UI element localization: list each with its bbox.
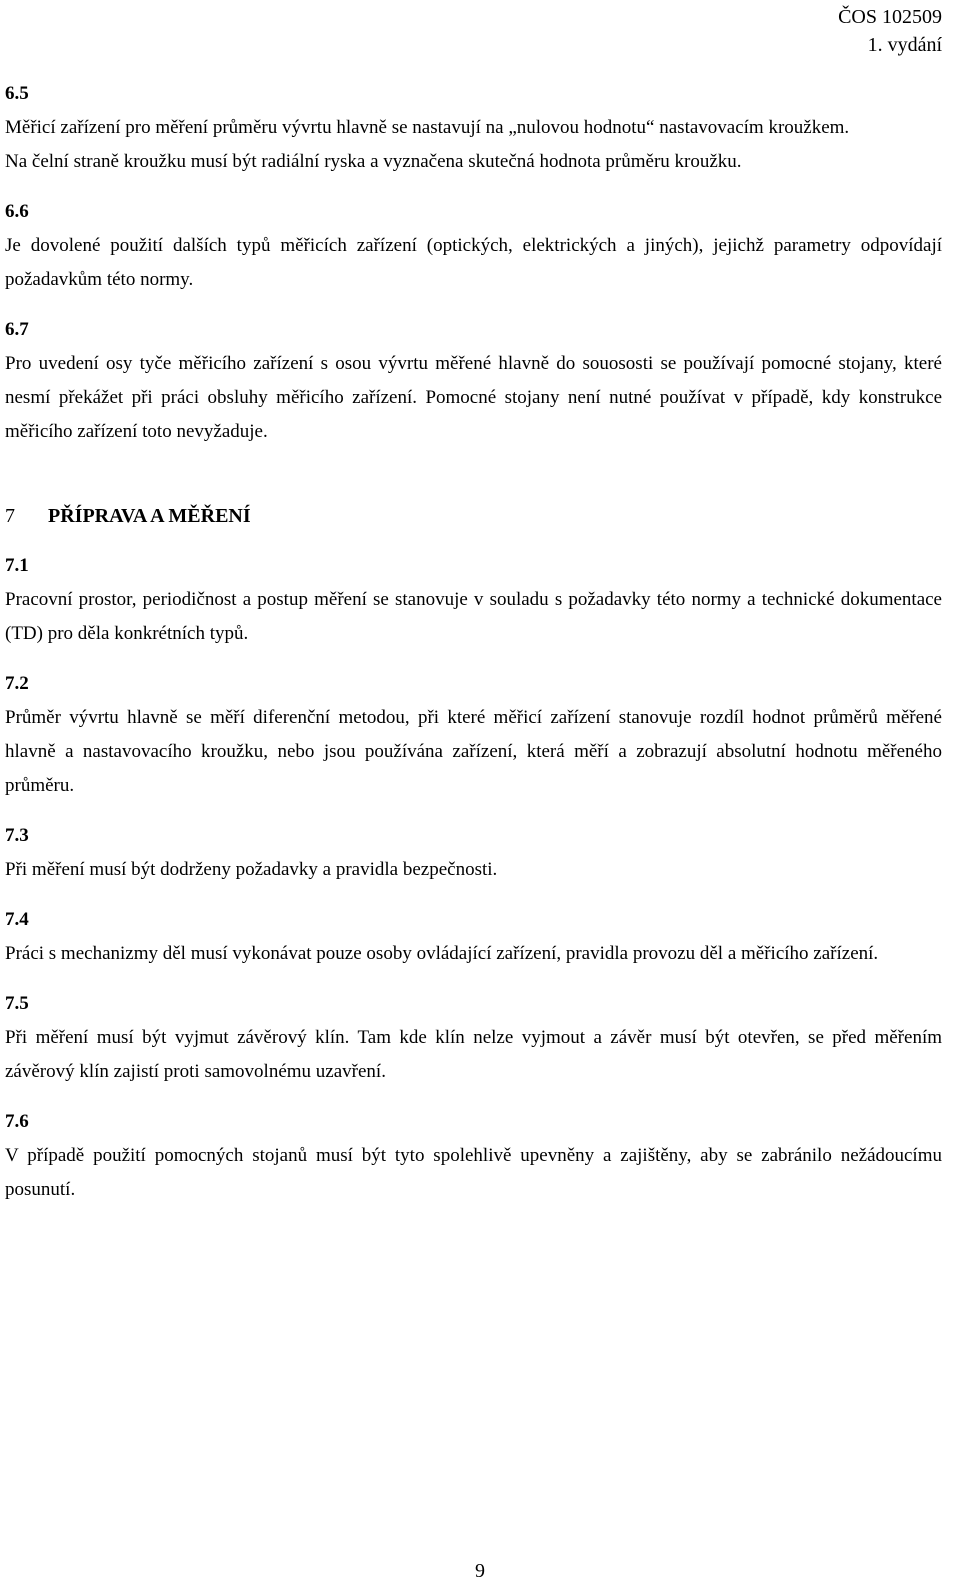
chapter-heading: [5, 499, 942, 533]
section-text: Práci s mechanizmy děl musí vykonávat pouze osoby ovládající zařízení, pravidla provozu děl a měřicího zařízení.: [5, 943, 879, 964]
section-text: Na čelní straně kroužku musí být radiální ryska a vyznačena skutečná hodnota průměru kroužku.: [5, 151, 742, 172]
document-header: [838, 3, 942, 59]
document-id: ČOS 102509: [838, 6, 942, 28]
section-number: 7.2: [5, 673, 29, 694]
section-text: Měřicí zařízení pro měření průměru vývrtu hlavně se nastavují na „nulovou hodnotu“ nastavovacím kroužkem.: [5, 117, 850, 138]
section-number: 7.6: [5, 1111, 29, 1132]
section-text: Při měření musí být vyjmut závěrový klín. Tam kde klín nelze vyjmout a závěr musí být otevřen, se před měřením závěrový klín zajistí proti samovolnému uzavření.: [5, 1027, 942, 1082]
section-number: 7.4: [5, 909, 29, 930]
section-number: 7.1: [5, 555, 29, 576]
document-body: [5, 77, 942, 1207]
section-text: V případě použití pomocných stojanů musí být tyto spolehlivě upevněny a zajištěny, aby se zabránilo nežádoucímu posunutí.: [5, 1145, 942, 1200]
section-number: 6.7: [5, 319, 29, 340]
page-number: 9: [475, 1560, 485, 1582]
section-text: Pracovní prostor, periodičnost a postup měření se stanovuje v souladu s požadavky této normy a technické dokumentace (TD) pro děla konkrétních typů.: [5, 589, 942, 644]
section-number: 6.5: [5, 83, 29, 104]
edition-label: 1. vydání: [867, 34, 942, 56]
chapter-number: 7: [5, 505, 15, 527]
chapter-title: PŘÍPRAVA A MĚŘENÍ: [48, 505, 251, 527]
section-number: 7.5: [5, 993, 29, 1014]
section-number: 6.6: [5, 201, 29, 222]
section-text: Průměr vývrtu hlavně se měří diferenční metodou, při které měřicí zařízení stanovuje rozdíl hodnot průměrů měřené hlavně a nastavovacího kroužku, nebo jsou používána zařízení, která měří a zobrazují absolutní hodnotu měřeného průměru.: [5, 707, 942, 796]
section-number: 7.3: [5, 825, 29, 846]
section-text: Pro uvedení osy tyče měřicího zařízení s osou vývrtu měřené hlavně do souososti se používají pomocné stojany, které nesmí překážet při práci obsluhy měřicího zařízení. Pomocné stojany není nutné používat v případě, kdy konstrukce měřicího zařízení toto nevyžaduje.: [5, 353, 942, 442]
section-text: Při měření musí být dodrženy požadavky a pravidla bezpečnosti.: [5, 859, 498, 880]
section-text: Je dovolené použití dalších typů měřicích zařízení (optických, elektrických a jiných), jejichž parametry odpovídají požadavkům této normy.: [5, 235, 942, 290]
